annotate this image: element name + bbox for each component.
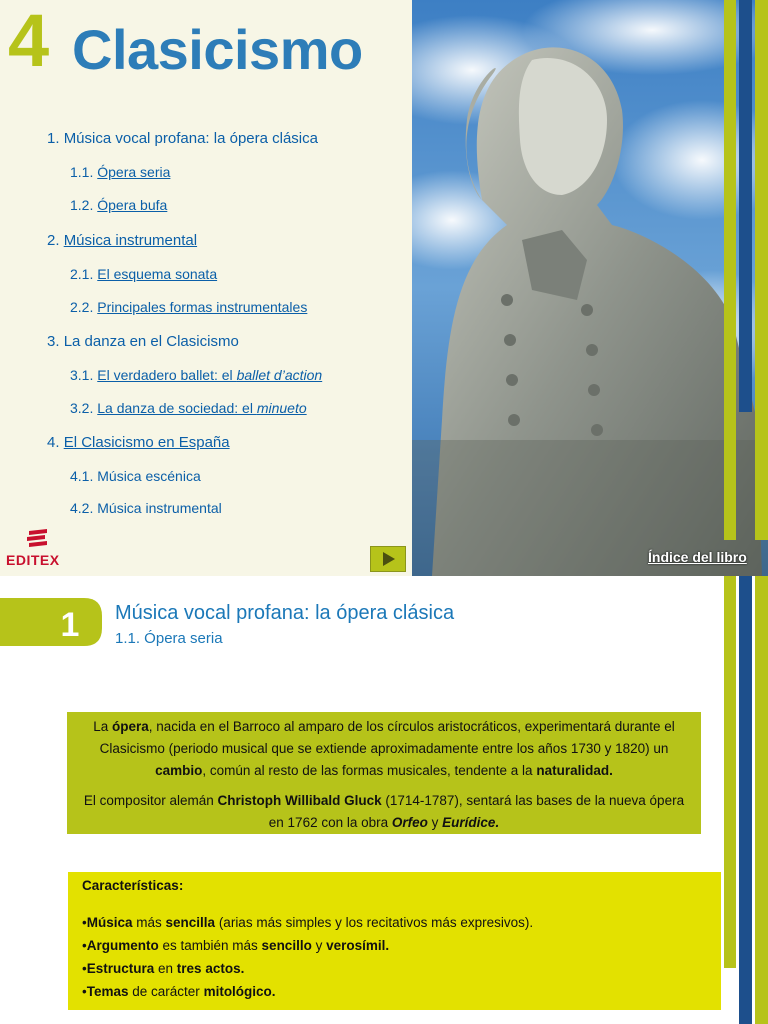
decorative-stripe	[739, 576, 752, 1024]
feature-item: •Estructura en tres actos.	[82, 961, 245, 976]
toc-item-3-2[interactable]: 3.2. La danza de sociedad: el minueto	[70, 400, 307, 416]
toc-item-1[interactable]: 1. Música vocal profana: la ópera clásica	[47, 130, 318, 147]
next-slide-button[interactable]	[370, 546, 406, 572]
toc-item-2-1[interactable]: 2.1. El esquema sonata	[70, 266, 218, 282]
toc-item-4-2[interactable]: 4.2. Música instrumental	[70, 500, 222, 516]
feature-item: •Argumento es también más sencillo y verosímil.	[82, 938, 390, 953]
toc-item-4[interactable]: 4. El Clasicismo en España	[47, 434, 230, 451]
book-index-link[interactable]: Índice del libro	[648, 549, 747, 565]
toc-item-1-2[interactable]: 1.2. Ópera bufa	[70, 197, 168, 213]
intro-paragraph-1: La ópera, nacida en el Barroco al amparo de los círculos aristocráticos, experimentará durante el Clasicismo (periodo musical que se extiende aproximadamente entre los años 1730 y 1820) un cambio, común al resto de las formas musicales, tendente a la naturalidad.	[93, 719, 675, 778]
features-heading: Características:	[82, 878, 184, 893]
decorative-stripe	[724, 0, 736, 540]
toc-item-3-1[interactable]: 3.1. El verdadero ballet: el ballet d’action	[70, 367, 323, 383]
chapter-number: 4	[8, 0, 50, 82]
toc-item-1-1[interactable]: 1.1. Ópera seria	[70, 164, 171, 180]
toc-item-2-2[interactable]: 2.2. Principales formas instrumentales	[70, 299, 308, 315]
decorative-stripe	[755, 576, 768, 1024]
features-box	[68, 872, 721, 1010]
decorative-stripe	[739, 0, 752, 412]
feature-item: •Temas de carácter mitológico.	[82, 984, 276, 999]
feature-item: •Música más sencilla (arias más simples y los recitativos más expresivos).	[82, 915, 534, 930]
content-slide	[0, 576, 768, 1024]
section-number: 1	[60, 606, 80, 644]
toc-item-4-1[interactable]: 4.1. Música escénica	[70, 468, 201, 484]
intro-box	[67, 712, 701, 834]
section-subtitle: 1.1. Ópera seria	[115, 630, 223, 647]
decorative-stripe	[755, 0, 768, 540]
statue-photo	[412, 0, 768, 576]
section-title: Música vocal profana: la ópera clásica	[115, 602, 455, 624]
editex-logo	[6, 528, 70, 570]
toc-item-3[interactable]: 3. La danza en el Clasicismo	[47, 333, 239, 350]
chapter-title: Clasicismo	[72, 18, 363, 81]
toc-item-2[interactable]: 2. Música instrumental	[47, 232, 198, 249]
editex-logo-mark	[26, 528, 50, 550]
editex-logo-text: EDITEX	[6, 552, 60, 568]
intro-paragraph-2: El compositor alemán Christoph Willibald Gluck (1714-1787), sentará las bases de la nueva ópera en 1762 con la obra Orfeo y Eurídice.	[83, 793, 685, 830]
section-number-badge	[0, 598, 102, 646]
decorative-stripe	[724, 576, 736, 968]
